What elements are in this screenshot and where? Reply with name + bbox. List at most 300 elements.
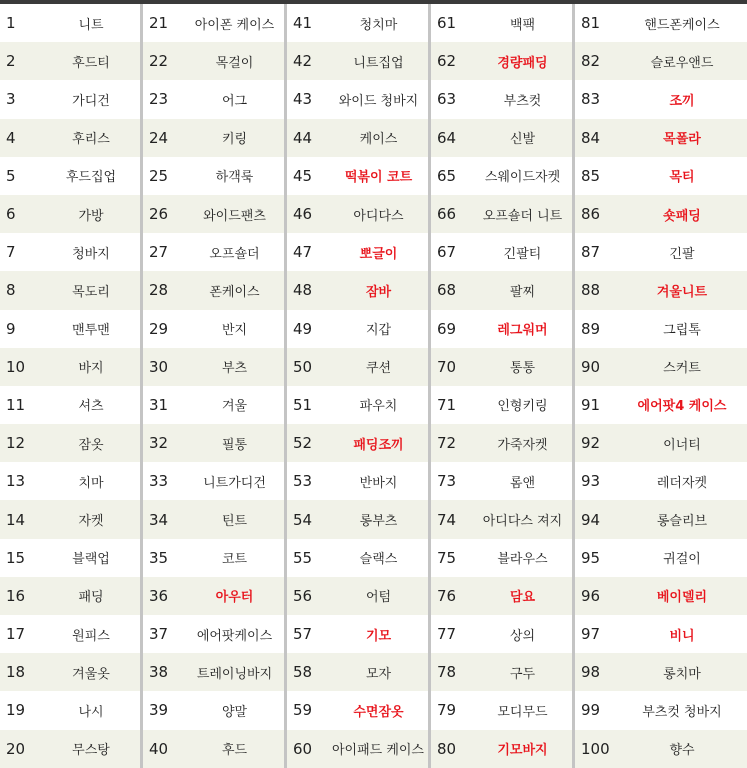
rank-number: 70: [437, 357, 457, 376]
keyword-label: 청바지: [72, 246, 110, 262]
keyword-label: 경량패딩: [497, 55, 548, 71]
keyword-label: 긴팔티: [503, 246, 542, 262]
keyword-label: 니트집업: [353, 55, 404, 71]
rank-number: 28: [149, 281, 169, 300]
ranking-row: [431, 424, 572, 462]
rank-number: 34: [149, 510, 169, 529]
ranking-row: [575, 310, 747, 348]
rank-number: 31: [149, 395, 169, 414]
ranking-row: [0, 386, 140, 424]
ranking-row: [431, 271, 572, 309]
rank-number: 76: [437, 586, 457, 605]
rank-number: 43: [293, 90, 313, 109]
rank-number: 77: [437, 625, 457, 644]
ranking-row: [143, 310, 284, 348]
rank-number: 85: [581, 166, 601, 185]
ranking-row: [431, 157, 572, 195]
keyword-label: 목걸이: [215, 55, 254, 71]
keyword-label: 바지: [78, 361, 104, 377]
keyword-label: 뽀글이: [359, 246, 398, 262]
keyword-label: 핸드폰케이스: [644, 17, 720, 33]
keyword-label: 청치마: [359, 17, 398, 33]
rank-number: 1: [6, 14, 16, 33]
rank-number: 96: [581, 586, 601, 605]
keyword-label: 키링: [221, 132, 248, 148]
ranking-row: [143, 195, 284, 233]
keyword-label: 귀걸이: [663, 552, 701, 568]
rank-number: 3: [6, 90, 16, 109]
keyword-label: 원피스: [72, 628, 110, 644]
rank-number: 64: [437, 128, 457, 147]
rank-number: 73: [437, 472, 457, 491]
ranking-row: [0, 539, 140, 577]
keyword-label: 어그: [221, 93, 248, 109]
rank-number: 59: [293, 701, 313, 720]
ranking-row: [143, 80, 284, 118]
rank-number: 94: [581, 510, 601, 529]
keyword-label: 긴팔: [669, 246, 695, 262]
rank-number: 51: [293, 395, 313, 414]
ranking-row: [143, 348, 284, 386]
keyword-label: 부츠컷: [503, 93, 542, 109]
rank-number: 88: [581, 281, 601, 300]
keyword-label: 잠바: [365, 284, 392, 300]
keyword-label: 가방: [78, 208, 104, 224]
rank-number: 46: [293, 205, 313, 224]
rank-number: 30: [149, 357, 169, 376]
ranking-row: [0, 348, 140, 386]
ranking-row: [287, 462, 428, 500]
rank-number: 67: [437, 243, 457, 262]
rank-number: 50: [293, 357, 313, 376]
rank-number: 7: [6, 243, 16, 262]
keyword-label: 롱치마: [663, 666, 701, 682]
keyword-label: 폰케이스: [209, 284, 260, 300]
ranking-row: [0, 4, 140, 42]
ranking-row: [0, 310, 140, 348]
rank-number: 4: [6, 128, 16, 147]
ranking-row: [431, 386, 572, 424]
ranking-row: [575, 271, 747, 309]
rank-number: 33: [149, 472, 169, 491]
rank-number: 11: [6, 395, 26, 414]
rank-number: 89: [581, 319, 601, 338]
rank-number: 62: [437, 52, 457, 71]
ranking-row: [143, 691, 284, 729]
ranking-row: [287, 271, 428, 309]
rank-number: 8: [6, 281, 16, 300]
keyword-label: 니트가디건: [203, 475, 266, 491]
ranking-row: [143, 653, 284, 691]
rank-number: 75: [437, 548, 457, 567]
ranking-row: [431, 462, 572, 500]
keyword-label: 필통: [221, 437, 248, 453]
keyword-label: 니트: [78, 17, 104, 33]
rank-number: 90: [581, 357, 601, 376]
ranking-row: [287, 539, 428, 577]
ranking-row: [431, 730, 572, 768]
ranking-row: [143, 730, 284, 768]
rank-number: 13: [6, 472, 26, 491]
keyword-label: 케이스: [359, 132, 398, 148]
keyword-label: 롱부츠: [359, 514, 398, 530]
rank-number: 60: [293, 739, 313, 758]
ranking-row: [431, 539, 572, 577]
ranking-column: [0, 4, 143, 768]
keyword-label: 아디다스: [353, 208, 404, 224]
rank-number: 29: [149, 319, 169, 338]
rank-number: 93: [581, 472, 601, 491]
ranking-row: [575, 730, 747, 768]
keyword-label: 후드집업: [65, 170, 117, 186]
ranking-row: [0, 119, 140, 157]
keyword-label: 후드티: [72, 55, 110, 71]
keyword-label: 와이드 청바지: [338, 93, 419, 109]
ranking-row: [0, 653, 140, 691]
ranking-row: [0, 500, 140, 538]
keyword-label: 가죽자켓: [497, 437, 548, 453]
rank-number: 61: [437, 14, 457, 33]
rank-number: 2: [6, 52, 16, 71]
ranking-row: [287, 42, 428, 80]
keyword-label: 부츠: [221, 361, 248, 377]
rank-number: 14: [6, 510, 26, 529]
rank-number: 5: [6, 166, 16, 185]
rank-number: 74: [437, 510, 457, 529]
ranking-row: [431, 500, 572, 538]
ranking-row: [287, 730, 428, 768]
keyword-label: 모디무드: [497, 704, 548, 720]
ranking-row: [0, 615, 140, 653]
ranking-row: [431, 119, 572, 157]
ranking-row: [575, 80, 747, 118]
ranking-row: [575, 119, 747, 157]
ranking-row: [575, 539, 747, 577]
keyword-label: 트레이닝바지: [196, 666, 273, 682]
ranking-row: [431, 577, 572, 615]
ranking-row: [575, 386, 747, 424]
rank-number: 40: [149, 739, 169, 758]
ranking-row: [143, 386, 284, 424]
ranking-row: [143, 119, 284, 157]
ranking-row: [0, 271, 140, 309]
ranking-row: [0, 157, 140, 195]
keyword-label: 조끼: [669, 93, 695, 109]
rank-number: 22: [149, 52, 169, 71]
keyword-label: 와이드팬츠: [203, 208, 266, 224]
rank-number: 38: [149, 663, 169, 682]
keyword-label: 파우치: [359, 399, 398, 415]
ranking-row: [143, 42, 284, 80]
rank-number: 49: [293, 319, 313, 338]
keyword-label: 기모: [365, 628, 392, 644]
ranking-row: [431, 4, 572, 42]
rank-number: 10: [6, 357, 26, 376]
keyword-label: 블랙업: [72, 552, 110, 568]
ranking-row: [431, 80, 572, 118]
rank-number: 18: [6, 663, 26, 682]
keyword-label: 겨울옷: [72, 666, 110, 682]
rank-number: 25: [149, 166, 169, 185]
ranking-row: [287, 310, 428, 348]
ranking-row: [143, 233, 284, 271]
keyword-label: 패딩: [78, 590, 104, 606]
keyword-label: 롬앤: [509, 475, 536, 491]
rank-number: 53: [293, 472, 313, 491]
ranking-row: [575, 348, 747, 386]
rank-number: 21: [149, 14, 169, 33]
keyword-label: 비니: [669, 628, 695, 644]
keyword-label: 틴트: [221, 514, 248, 530]
rank-number: 45: [293, 166, 313, 185]
rank-number: 55: [293, 548, 313, 567]
rank-number: 100: [581, 739, 610, 758]
rank-number: 17: [6, 625, 26, 644]
keyword-label: 팔찌: [509, 284, 536, 300]
keyword-label: 스커트: [663, 361, 701, 377]
rank-number: 79: [437, 701, 457, 720]
keyword-label: 셔츠: [78, 399, 104, 415]
rank-number: 37: [149, 625, 169, 644]
keyword-label: 아우터: [215, 590, 254, 606]
keyword-label: 레그워머: [497, 323, 548, 339]
keyword-label: 후리스: [72, 132, 110, 148]
rank-number: 71: [437, 395, 457, 414]
rank-number: 36: [149, 586, 169, 605]
ranking-column: [431, 4, 575, 768]
rank-number: 58: [293, 663, 313, 682]
rank-number: 66: [437, 205, 457, 224]
ranking-row: [287, 4, 428, 42]
ranking-row: [431, 233, 572, 271]
rank-number: 32: [149, 434, 169, 453]
rank-number: 9: [6, 319, 16, 338]
keyword-label: 아이폰 케이스: [194, 17, 275, 33]
rank-number: 6: [6, 205, 16, 224]
keyword-label: 숏패딩: [663, 208, 701, 224]
ranking-row: [0, 195, 140, 233]
ranking-row: [431, 653, 572, 691]
ranking-row: [575, 4, 747, 42]
rank-number: 27: [149, 243, 169, 262]
ranking-row: [287, 386, 428, 424]
ranking-row: [431, 310, 572, 348]
keyword-label: 떡볶이 코트: [344, 170, 413, 186]
keyword-label: 수면잠옷: [353, 704, 404, 720]
rank-number: 19: [6, 701, 26, 720]
ranking-row: [143, 500, 284, 538]
keyword-label: 반지: [221, 323, 248, 339]
ranking-row: [0, 462, 140, 500]
ranking-row: [143, 462, 284, 500]
ranking-column: [287, 4, 431, 768]
ranking-row: [575, 233, 747, 271]
ranking-row: [575, 615, 747, 653]
keyword-label: 겨울: [221, 399, 248, 415]
keyword-label: 아디다스 져지: [482, 514, 563, 530]
ranking-row: [143, 615, 284, 653]
keyword-label: 슬로우앤드: [650, 55, 714, 71]
ranking-row: [575, 500, 747, 538]
rank-number: 84: [581, 128, 601, 147]
ranking-row: [0, 691, 140, 729]
rank-number: 47: [293, 243, 313, 262]
ranking-row: [431, 195, 572, 233]
rank-number: 20: [6, 739, 26, 758]
rank-number: 97: [581, 625, 601, 644]
rank-number: 99: [581, 701, 601, 720]
keyword-label: 기모바지: [497, 743, 548, 759]
keyword-label: 무스탕: [72, 743, 110, 759]
ranking-row: [0, 424, 140, 462]
keyword-label: 오프숄더: [209, 246, 260, 262]
ranking-row: [287, 500, 428, 538]
ranking-row: [143, 539, 284, 577]
keyword-ranking-table: [0, 4, 747, 768]
rank-number: 42: [293, 52, 313, 71]
ranking-row: [143, 577, 284, 615]
keyword-label: 백팩: [509, 17, 536, 33]
rank-number: 95: [581, 548, 601, 567]
ranking-row: [575, 691, 747, 729]
keyword-label: 하객룩: [215, 170, 254, 186]
ranking-row: [287, 424, 428, 462]
ranking-row: [143, 424, 284, 462]
rank-number: 69: [437, 319, 457, 338]
rank-number: 92: [581, 434, 601, 453]
keyword-label: 목폴라: [663, 132, 701, 148]
rank-number: 65: [437, 166, 457, 185]
keyword-label: 어텀: [365, 590, 392, 606]
rank-number: 82: [581, 52, 601, 71]
keyword-label: 슬랙스: [359, 552, 398, 568]
keyword-label: 신발: [509, 132, 536, 148]
rank-number: 63: [437, 90, 457, 109]
ranking-row: [287, 653, 428, 691]
ranking-row: [287, 157, 428, 195]
rank-number: 12: [6, 434, 26, 453]
keyword-label: 베이델리: [656, 590, 708, 606]
rank-number: 78: [437, 663, 457, 682]
rank-number: 57: [293, 625, 313, 644]
keyword-label: 이너티: [663, 437, 701, 453]
ranking-row: [431, 348, 572, 386]
rank-number: 16: [6, 586, 26, 605]
ranking-row: [287, 615, 428, 653]
ranking-row: [287, 348, 428, 386]
ranking-row: [575, 653, 747, 691]
ranking-row: [431, 42, 572, 80]
ranking-row: [143, 271, 284, 309]
rank-number: 23: [149, 90, 169, 109]
ranking-row: [287, 691, 428, 729]
keyword-label: 인형키링: [497, 399, 548, 415]
keyword-label: 겨울니트: [656, 284, 708, 300]
ranking-row: [575, 157, 747, 195]
rank-number: 48: [293, 281, 313, 300]
ranking-row: [287, 577, 428, 615]
ranking-row: [287, 119, 428, 157]
keyword-label: 패딩조끼: [353, 437, 404, 453]
rank-number: 81: [581, 14, 601, 33]
rank-number: 86: [581, 205, 601, 224]
ranking-row: [575, 424, 747, 462]
keyword-label: 레더자켓: [656, 475, 708, 491]
ranking-row: [0, 577, 140, 615]
ranking-row: [287, 233, 428, 271]
keyword-label: 그립톡: [663, 323, 701, 339]
keyword-label: 향수: [669, 743, 695, 759]
keyword-label: 코트: [221, 552, 248, 568]
keyword-label: 에어팟4 케이스: [637, 399, 727, 415]
rank-number: 52: [293, 434, 313, 453]
keyword-label: 목티: [669, 170, 695, 186]
keyword-label: 나시: [78, 704, 104, 720]
keyword-label: 자켓: [78, 514, 104, 530]
keyword-label: 맨투맨: [72, 323, 110, 339]
rank-number: 80: [437, 739, 457, 758]
ranking-row: [575, 577, 747, 615]
rank-number: 98: [581, 663, 601, 682]
ranking-row: [0, 233, 140, 271]
ranking-row: [287, 80, 428, 118]
ranking-column: [143, 4, 287, 768]
ranking-row: [143, 157, 284, 195]
keyword-label: 반바지: [359, 475, 398, 491]
ranking-row: [431, 691, 572, 729]
rank-number: 83: [581, 90, 601, 109]
keyword-label: 스웨이드자켓: [484, 170, 561, 186]
ranking-row: [287, 195, 428, 233]
keyword-label: 구두: [509, 666, 536, 682]
keyword-label: 양말: [221, 704, 248, 720]
keyword-label: 후드: [221, 743, 248, 759]
ranking-row: [575, 42, 747, 80]
rank-number: 72: [437, 434, 457, 453]
rank-number: 44: [293, 128, 313, 147]
ranking-row: [575, 195, 747, 233]
keyword-label: 잠옷: [78, 437, 104, 453]
keyword-label: 에어팟케이스: [196, 628, 273, 644]
keyword-label: 오프숄더 니트: [482, 208, 563, 224]
keyword-label: 담요: [509, 590, 536, 606]
keyword-label: 상의: [509, 628, 536, 644]
keyword-label: 지갑: [365, 323, 392, 339]
rank-number: 54: [293, 510, 313, 529]
rank-number: 87: [581, 243, 601, 262]
keyword-label: 블라우스: [497, 552, 548, 568]
rank-number: 91: [581, 395, 601, 414]
ranking-row: [575, 462, 747, 500]
rank-number: 39: [149, 701, 169, 720]
keyword-label: 아이패드 케이스: [331, 743, 424, 759]
ranking-row: [0, 80, 140, 118]
keyword-label: 모자: [365, 666, 392, 682]
rank-number: 26: [149, 205, 169, 224]
rank-number: 68: [437, 281, 457, 300]
keyword-label: 가디건: [72, 93, 110, 109]
rank-number: 35: [149, 548, 169, 567]
keyword-label: 부츠컷 청바지: [642, 704, 722, 720]
rank-number: 56: [293, 586, 313, 605]
ranking-row: [0, 730, 140, 768]
keyword-label: 목도리: [72, 284, 110, 300]
ranking-row: [143, 4, 284, 42]
keyword-label: 치마: [78, 475, 104, 491]
ranking-row: [0, 42, 140, 80]
keyword-label: 통통: [509, 361, 536, 377]
ranking-row: [431, 615, 572, 653]
